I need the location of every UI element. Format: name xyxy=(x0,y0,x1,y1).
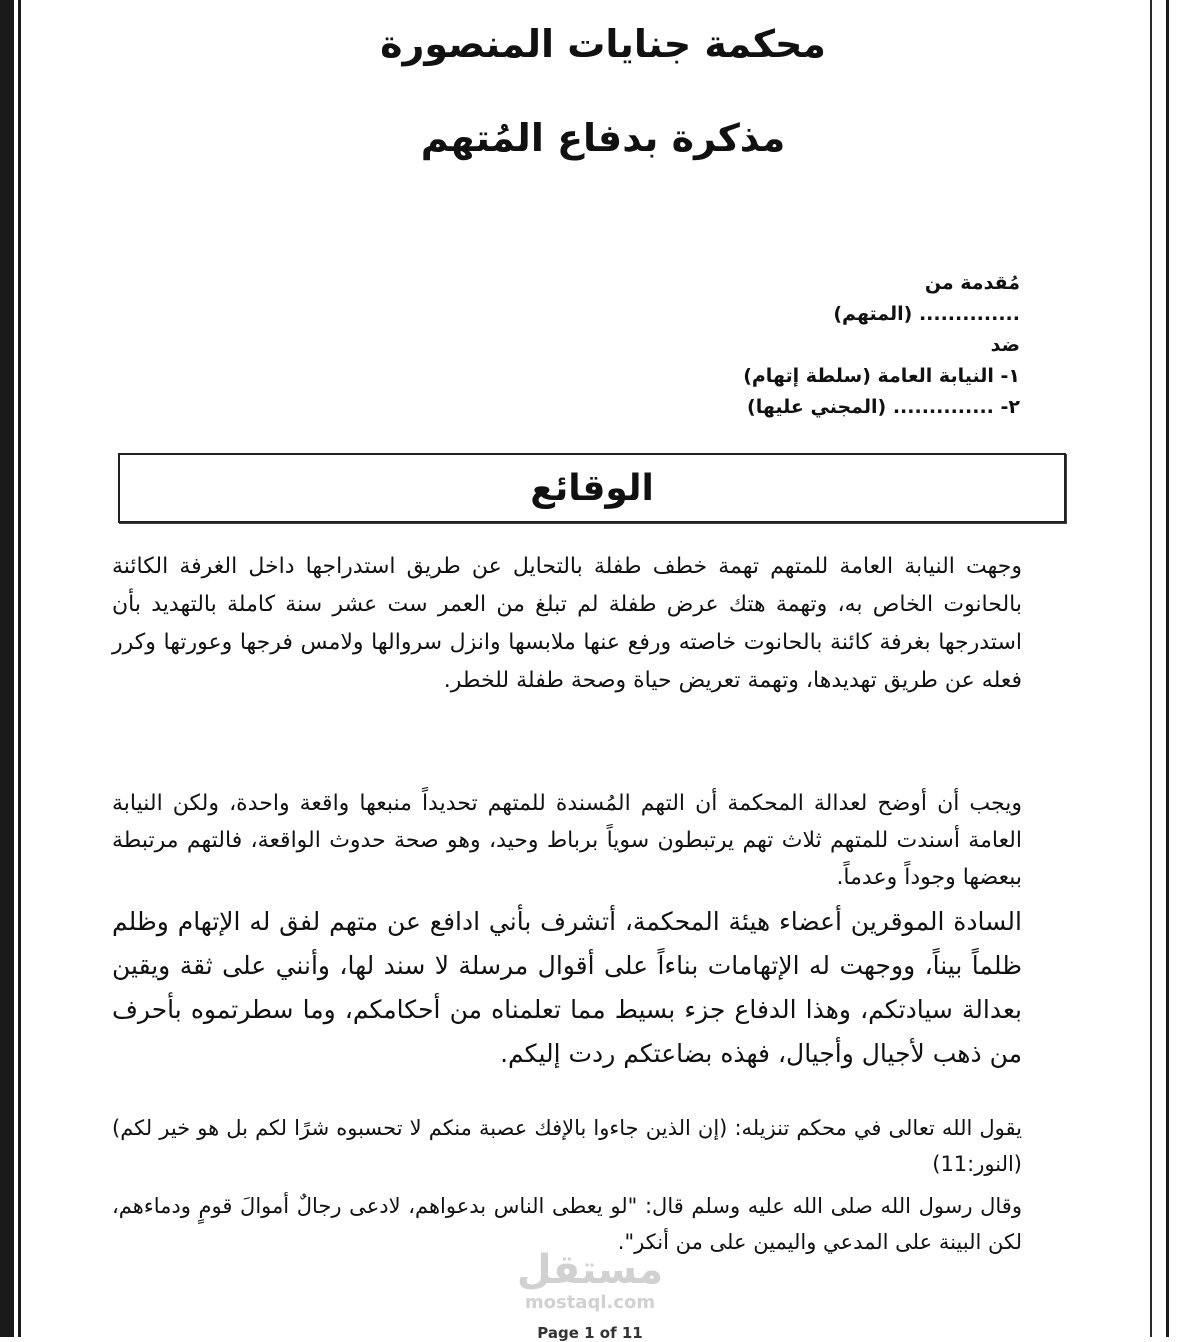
document-page xyxy=(22,0,1150,1337)
facts-paragraph-2: ويجب أن أوضح لعدالة المحكمة أن التهم المُسندة للمتهم تحديداً منبعها واقعة واحدة، ولكن النيابة العامة أسندت للمتهم ثلاث تهم يرتبطون سوياً برباط وحيد، وهو صحة حدوث الواقعة، فالتهم مرتبطة ببعضها وجوداً وعدماً. xyxy=(112,791,1022,890)
watermark-url: mostaql.com xyxy=(524,1292,656,1313)
quran-quote: يقول الله تعالى في محكم تنزيله: (إن الذين جاءوا بالإفك عصبة منكم لا تحسبوه شرًا لكم بل هو خير لكم) (النور:11) xyxy=(112,1116,1022,1176)
memo-title: مذكرة بدفاع المُتهم xyxy=(420,116,786,160)
court-title: محكمة جنايات المنصورة xyxy=(380,22,826,66)
facts-paragraph-1: وجهت النيابة العامة للمتهم تهمة خطف طفلة بالتحايل عن طريق استدراجها داخل الغرفة الكائنة بالحانوت الخاص به، وتهمة هتك عرض طفلة لم تبلغ من العمر ست عشر سنة كاملة بالتهديد بأن استدرجها بغرفة كائنة بالحانوت خاصته ورفع عنها ملابسها وانزل سروالها ولامس فرجها وعورتها وكرر فعله عن طريق تهديدها، وتهمة تعريض حياة وصحة طفلة للخطر. xyxy=(112,554,1022,693)
watermark-logo: مستقل xyxy=(516,1247,664,1293)
mostaql-watermark xyxy=(500,1248,680,1314)
parties-block xyxy=(420,268,1020,423)
right-border xyxy=(1166,0,1169,1337)
accused-line: .............. (المتهم) xyxy=(833,303,1020,325)
facts-heading: الوقائع xyxy=(530,467,654,509)
facts-heading-box xyxy=(118,453,1066,523)
page-number: Page 1 of 11 xyxy=(537,1324,643,1342)
respondent-2: ٢- .............. (المجني عليها) xyxy=(747,396,1020,418)
against-label: ضد xyxy=(990,334,1020,356)
left-border xyxy=(0,0,14,1337)
facts-paragraph-3: السادة الموقرين أعضاء هيئة المحكمة، أتشرف بأني ادافع عن متهم لفق له الإتهام وظلم ظلماً بيناً، ووجهت له الإتهامات بناءاً على أقوال مرسلة لا سند لها، وأنني على ثقة ويقين بعدالة سيادتكم، وهذا الدفاع جزء بسيط مما تعلمناه من أحكامكم، وما سطرتموه بأحرف من ذهب لأجيال وأجيال، فهذه بضاعتكم ردت إليكم. xyxy=(112,907,1022,1068)
hadith-quote: وقال رسول الله صلى الله عليه وسلم قال: "لو يعطى الناس بدعواهم، لادعى رجالٌ أموالَ قومٍ ودماءهم، لكن البينة على المدعي واليمين على من أنكر". xyxy=(112,1194,1022,1254)
left-inner-border xyxy=(18,0,21,1337)
submitted-by-label: مُقدمة من xyxy=(924,272,1020,294)
right-inner-border xyxy=(1150,0,1152,1337)
respondent-1: ١- النيابة العامة (سلطة إتهام) xyxy=(743,365,1020,387)
